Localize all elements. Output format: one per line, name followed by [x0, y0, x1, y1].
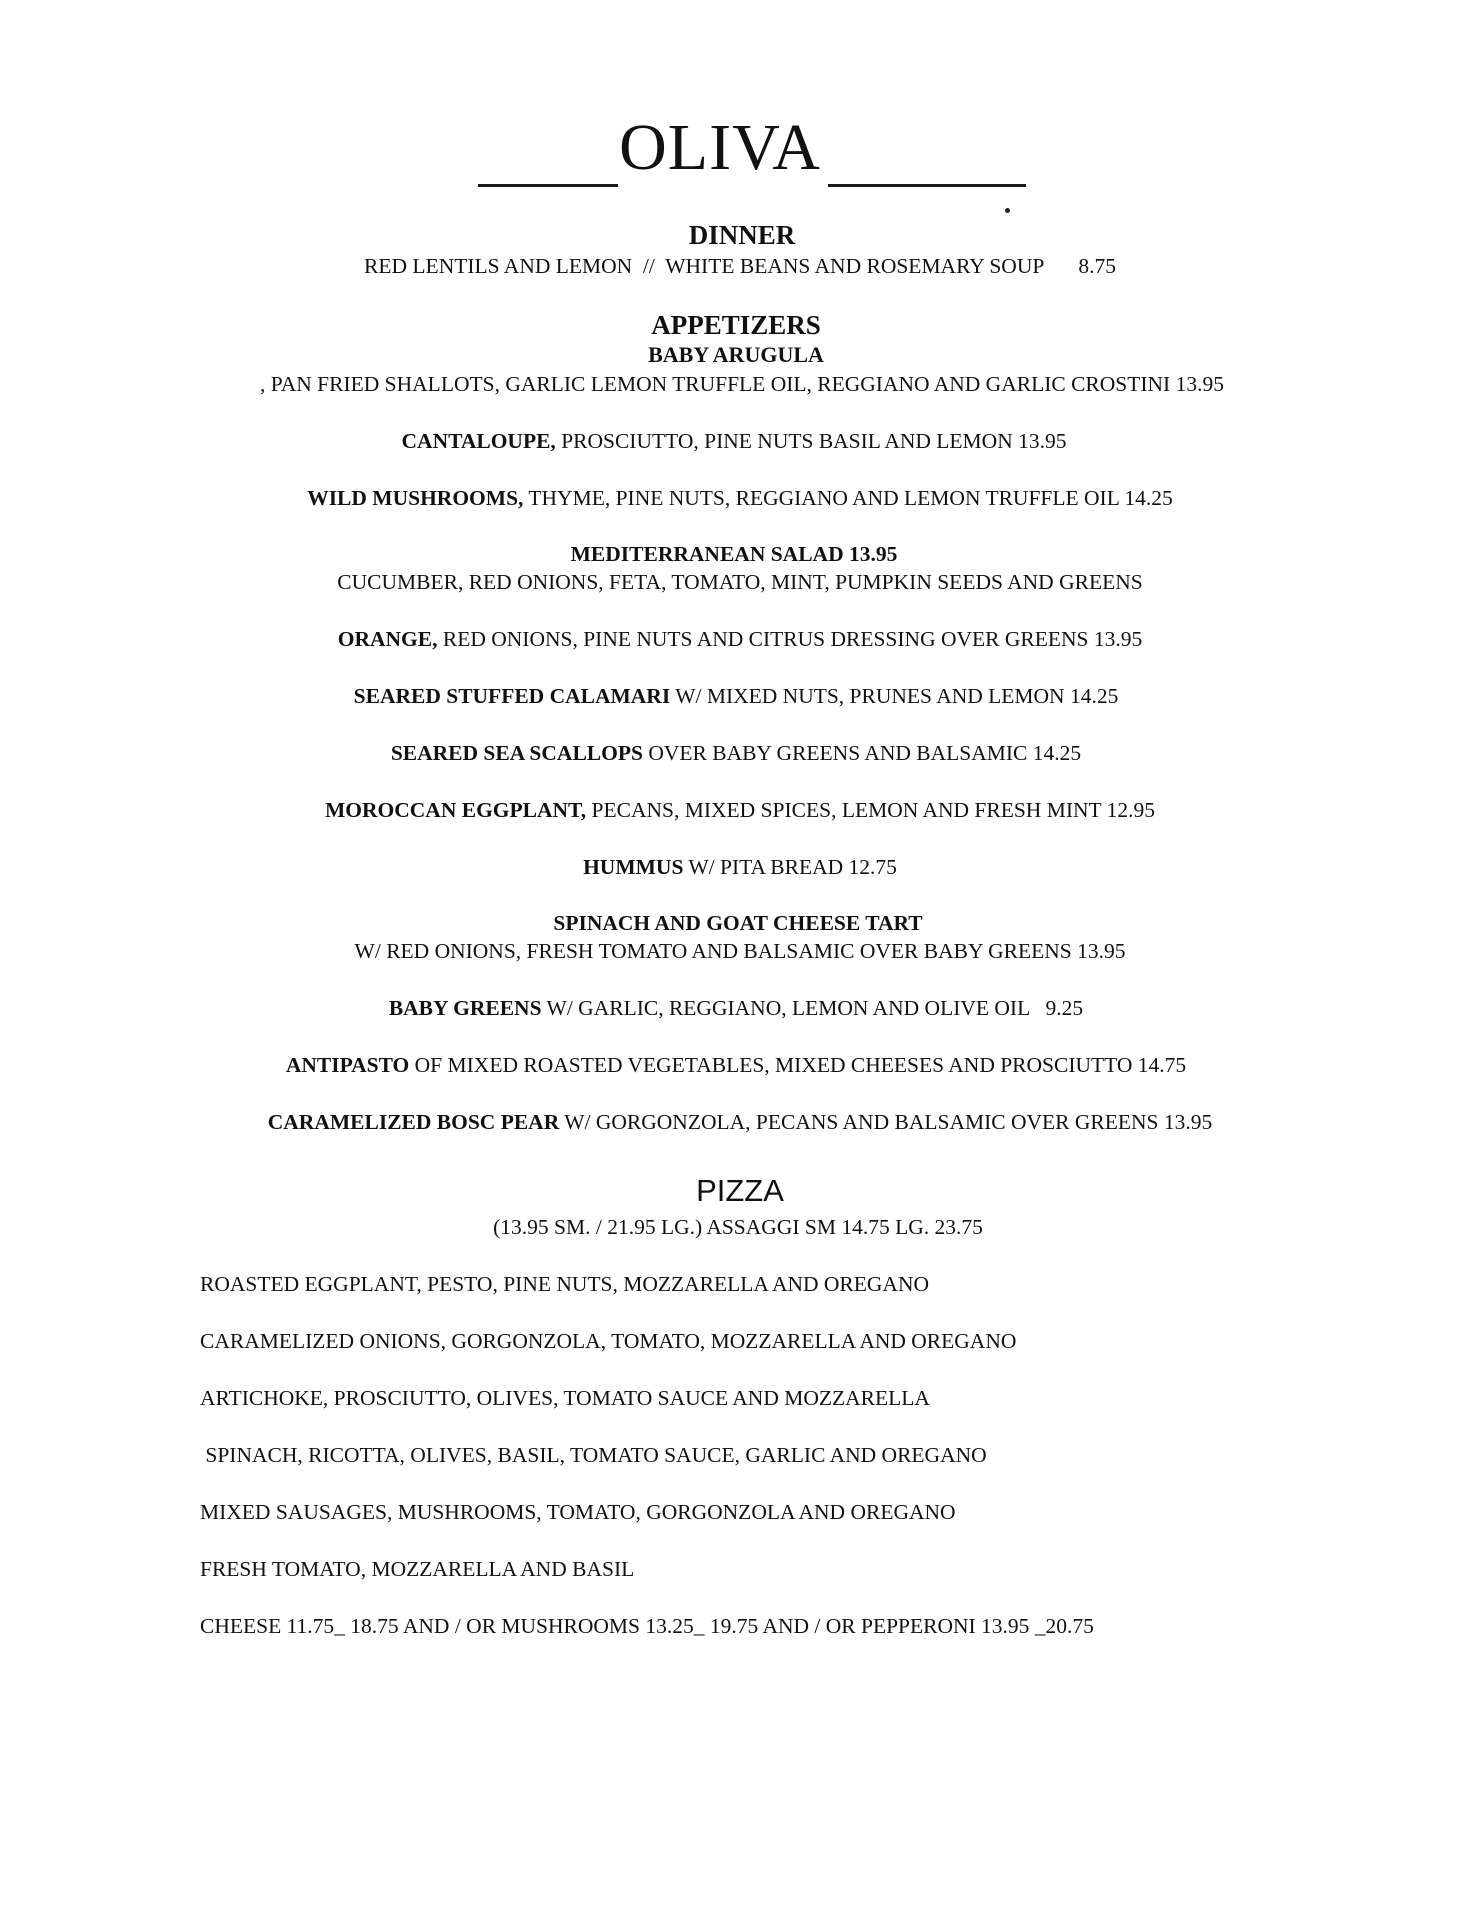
- appetizer-name: WILD MUSHROOMS,: [307, 486, 524, 510]
- pizza-item: MIXED SAUSAGES, MUSHROOMS, TOMATO, GORGONZOLA AND OREGANO: [200, 1500, 956, 1524]
- appetizer-desc: W/ PITA BREAD 12.75: [683, 855, 897, 879]
- appetizer-item: [0, 1052, 1478, 1078]
- appetizer-item: [0, 740, 1478, 766]
- pizza-heading: PIZZA: [696, 1173, 784, 1208]
- appetizer-desc: PROSCIUTTO, PINE NUTS BASIL AND LEMON 13.95: [555, 429, 1067, 453]
- appetizer-desc: RED ONIONS, PINE NUTS AND CITRUS DRESSING OVER GREENS 13.95: [437, 627, 1143, 651]
- title-row: [0, 108, 1484, 198]
- dinner-soup-line: [0, 253, 1482, 279]
- appetizer-desc: CUCUMBER, RED ONIONS, FETA, TOMATO, MINT, PUMPKIN SEEDS AND GREENS: [337, 570, 1143, 594]
- soup-text: RED LENTILS AND LEMON // WHITE BEANS AND ROSEMARY SOUP: [364, 254, 1045, 278]
- appetizer-item: [0, 428, 1476, 454]
- appetizer-name: SPINACH AND GOAT CHEESE TART: [553, 911, 923, 935]
- appetizer-name: CANTALOUPE,: [401, 429, 556, 453]
- appetizer-item: [0, 854, 1482, 880]
- appetizer-name: ORANGE,: [337, 627, 438, 651]
- pizza-pricing: (13.95 SM. / 21.95 LG.) ASSAGGI SM 14.75 LG. 23.75: [493, 1215, 983, 1239]
- appetizer-item: [0, 995, 1478, 1021]
- soup-price: 8.75: [1078, 254, 1116, 278]
- pizza-item: CHEESE 11.75_ 18.75 AND / OR MUSHROOMS 13.25_ 19.75 AND / OR PEPPERONI 13.95 _20.75: [200, 1614, 1094, 1638]
- appetizer-name: SEARED SEA SCALLOPS: [390, 741, 643, 765]
- pizza-item: FRESH TOMATO, MOZZARELLA AND BASIL: [200, 1557, 635, 1581]
- title-rule-left: [478, 184, 618, 187]
- appetizer-item: [0, 1109, 1482, 1135]
- appetizer-name: CARAMELIZED BOSC PEAR: [267, 1110, 560, 1134]
- pizza-item: SPINACH, RICOTTA, OLIVES, BASIL, TOMATO SAUCE, GARLIC AND OREGANO: [200, 1443, 987, 1467]
- title-rule-right: [828, 184, 1026, 187]
- appetizer-name: BABY GREENS: [388, 996, 542, 1020]
- appetizer-name: MEDITERRANEAN SALAD 13.95: [570, 542, 898, 566]
- appetizer-desc: OF MIXED ROASTED VEGETABLES, MIXED CHEESES AND PROSCIUTTO 14.75: [409, 1053, 1187, 1077]
- appetizer-desc: W/ GARLIC, REGGIANO, LEMON AND OLIVE OIL 9.25: [541, 996, 1084, 1020]
- appetizer-desc: W/ GORGONZOLA, PECANS AND BALSAMIC OVER GREENS 13.95: [559, 1110, 1213, 1134]
- appetizer-name: HUMMUS: [583, 855, 684, 879]
- appetizer-desc: PECANS, MIXED SPICES, LEMON AND FRESH MINT 12.95: [586, 798, 1155, 822]
- appetizer-desc: , PAN FRIED SHALLOTS, GARLIC LEMON TRUFFLE OIL, REGGIANO AND GARLIC CROSTINI 13.95: [260, 372, 1224, 396]
- appetizer-desc: W/ RED ONIONS, FRESH TOMATO AND BALSAMIC OVER BABY GREENS 13.95: [354, 939, 1126, 963]
- appetizer-name: ANTIPASTO: [285, 1053, 410, 1077]
- appetizer-name: SEARED STUFFED CALAMARI: [353, 684, 671, 708]
- pizza-item: ARTICHOKE, PROSCIUTTO, OLIVES, TOMATO SAUCE AND MOZZARELLA: [200, 1386, 930, 1410]
- dinner-heading: DINNER: [688, 220, 796, 250]
- pizza-item: CARAMELIZED ONIONS, GORGONZOLA, TOMATO, MOZZARELLA AND OREGANO: [200, 1329, 1017, 1353]
- stray-dot: [1005, 208, 1010, 213]
- appetizer-desc: OVER BABY GREENS AND BALSAMIC 14.25: [642, 741, 1082, 765]
- appetizer-item: [0, 626, 1482, 652]
- appetizer-item: [0, 683, 1478, 709]
- pizza-item: ROASTED EGGPLANT, PESTO, PINE NUTS, MOZZARELLA AND OREGANO: [200, 1272, 930, 1296]
- appetizer-desc: W/ MIXED NUTS, PRUNES AND LEMON 14.25: [670, 684, 1119, 708]
- appetizer-name: MOROCCAN EGGPLANT,: [324, 798, 587, 822]
- restaurant-name: OLIVA: [619, 111, 821, 184]
- appetizers-heading: APPETIZERS: [651, 310, 821, 340]
- appetizer-name: BABY ARUGULA: [648, 342, 824, 367]
- appetizer-item: [0, 797, 1482, 823]
- appetizer-item: [0, 485, 1482, 511]
- appetizer-desc: THYME, PINE NUTS, REGGIANO AND LEMON TRUFFLE OIL 14.25: [523, 486, 1173, 510]
